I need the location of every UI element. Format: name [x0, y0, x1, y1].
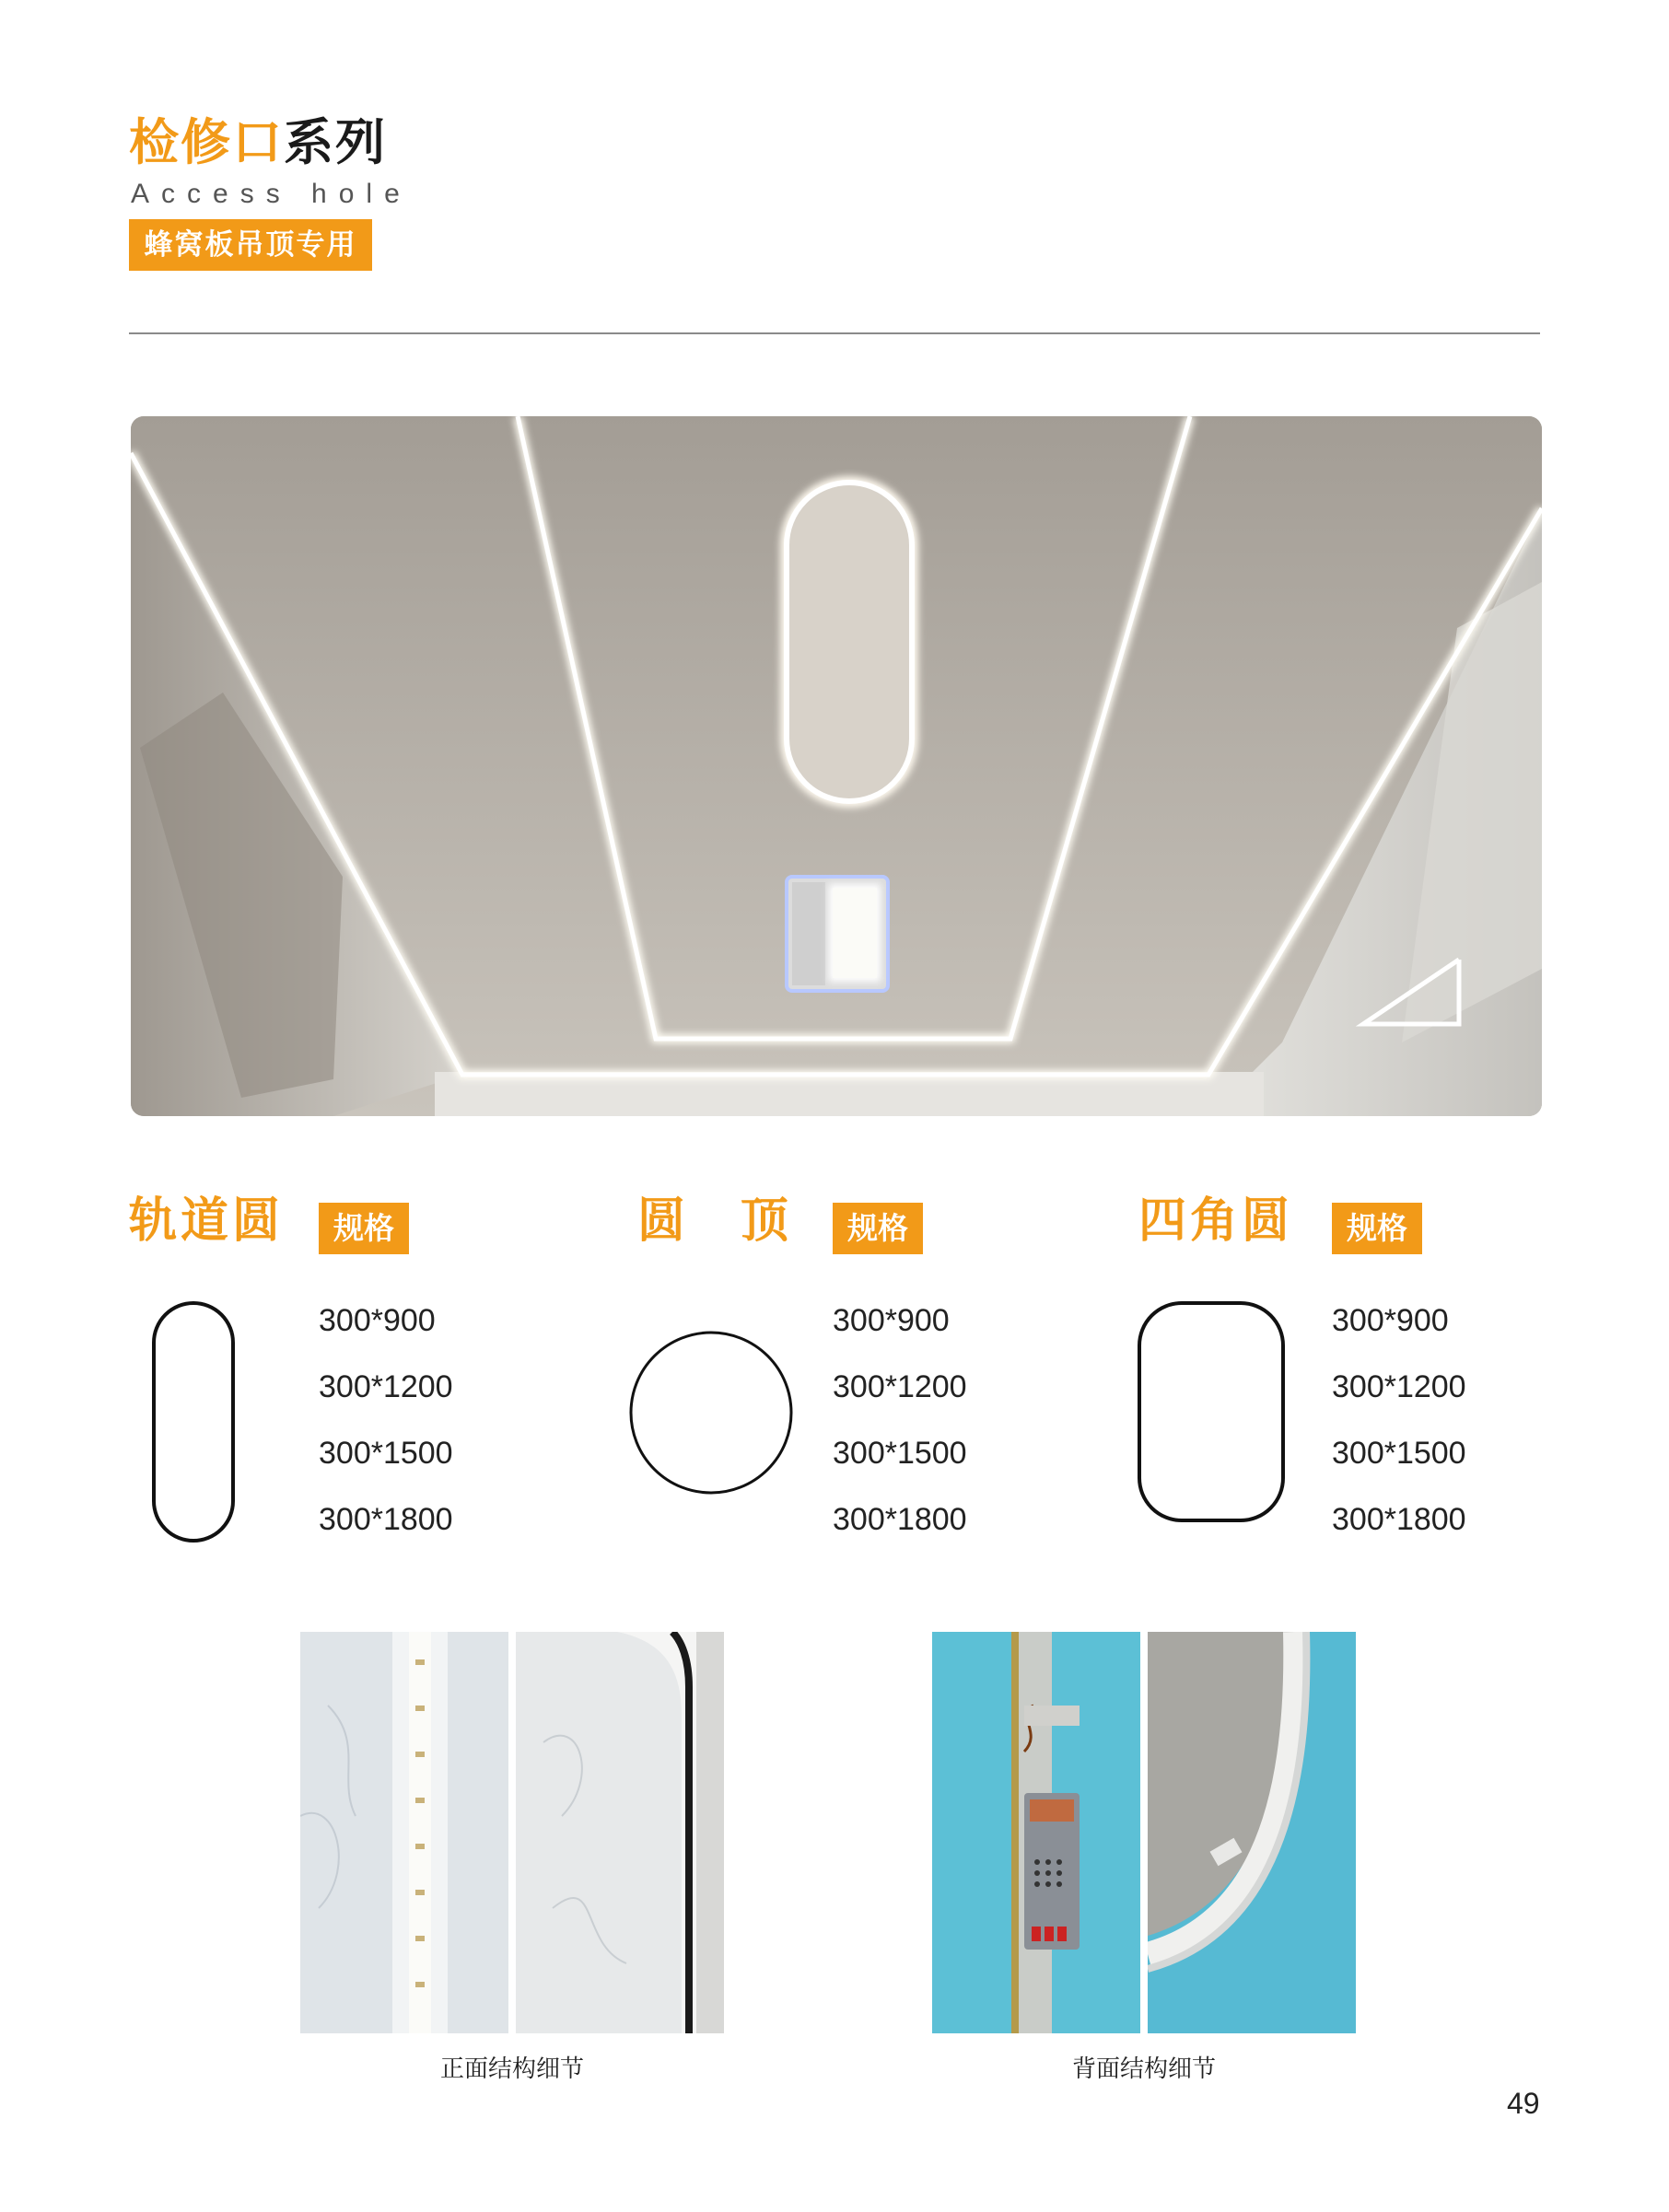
- spec-badge-rounded-rect: 规格: [1332, 1203, 1422, 1254]
- size-list-track-round: [319, 1287, 453, 1553]
- spec-title-rounded-rect: 四角圆: [1138, 1193, 1294, 1249]
- circle-shape-icon: [626, 1328, 796, 1497]
- size-item: 300*1800: [1332, 1502, 1466, 1537]
- track-round-shape-icon: [149, 1298, 241, 1547]
- size-item: 300*1200: [1332, 1369, 1466, 1404]
- size-item: 300*1500: [1332, 1436, 1466, 1471]
- size-item: 300*900: [319, 1303, 436, 1338]
- front-detail-corner-photo: [516, 1632, 724, 2033]
- size-item: 300*900: [1332, 1303, 1449, 1338]
- header-divider: [129, 332, 1540, 334]
- size-item: 300*1800: [319, 1502, 453, 1537]
- size-list-rounded-rect: [1332, 1287, 1466, 1553]
- spec-title-circle: 圆 顶: [637, 1193, 793, 1249]
- spec-title-track-round: 轨道圆: [129, 1193, 285, 1249]
- front-detail-led-strip-photo: [300, 1632, 508, 2033]
- front-detail-caption: 正面结构细节: [439, 2055, 584, 2083]
- hero-ceiling-photo: [131, 416, 1542, 1116]
- category-badge: 蜂窝板吊顶专用: [129, 219, 372, 271]
- back-detail-driver-photo: [932, 1632, 1140, 2033]
- title-rest: 系列: [284, 113, 387, 171]
- page-number: 49: [1507, 2087, 1540, 2120]
- size-item: 300*1200: [833, 1369, 967, 1404]
- spec-badge-circle: 规格: [833, 1203, 923, 1254]
- size-item: 300*1200: [319, 1369, 453, 1404]
- page-title: [129, 113, 387, 171]
- back-detail-caption: 背面结构细节: [1071, 2055, 1216, 2083]
- size-item: 300*1500: [833, 1436, 967, 1471]
- size-item: 300*1500: [319, 1436, 453, 1471]
- spec-badge-track-round: 规格: [319, 1203, 409, 1254]
- size-list-circle: [833, 1287, 967, 1553]
- page-subtitle: Access hole: [131, 179, 412, 209]
- title-highlight: 检修口: [129, 113, 284, 171]
- size-item: 300*900: [833, 1303, 950, 1338]
- rounded-rect-shape-icon: [1135, 1298, 1291, 1529]
- size-item: 300*1800: [833, 1502, 967, 1537]
- back-detail-frame-photo: [1148, 1632, 1356, 2033]
